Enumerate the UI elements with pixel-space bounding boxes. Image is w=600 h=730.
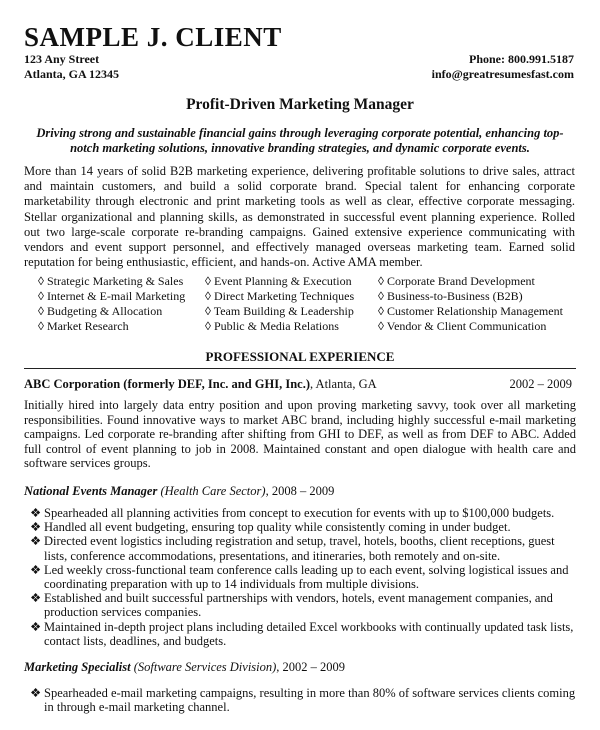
skill-item: ◊ Strategic Marketing & Sales <box>38 274 184 288</box>
role-division: (Health Care Sector) <box>157 484 266 498</box>
role-title: Marketing Specialist <box>24 660 131 674</box>
skill-item: ◊ Vendor & Client Communication <box>378 319 547 333</box>
skill-item: ◊ Business-to-Business (B2B) <box>378 289 523 303</box>
role-heading <box>24 484 334 499</box>
section-heading-experience: PROFESSIONAL EXPERIENCE <box>205 349 395 364</box>
role-heading <box>24 660 345 675</box>
skill-item: ◊ Market Research <box>38 319 129 333</box>
list-item: ❖ Handled all event budgeting, ensuring top quality while consistently coming in under budget. <box>30 520 511 535</box>
skills-column-2 <box>205 274 354 334</box>
skills-column-1 <box>38 274 185 334</box>
role-achievements-list <box>30 506 578 648</box>
skill-item: ◊ Corporate Brand Development <box>378 274 535 288</box>
company-location: , Atlanta, GA <box>310 377 377 391</box>
resume-title: Profit-Driven Marketing Manager <box>186 96 414 113</box>
list-item: ❖ Directed event logistics including registration and setup, travel, hotels, booths, client receptions, guest lists, conference accommodations, presentations, and itineraries, both remotely and on-site. <box>30 534 555 563</box>
city-state-zip: Atlanta, GA 12345 <box>24 67 120 81</box>
tagline: Driving strong and sustainable financial gains through leveraging corporate potential, enhancing top-notch marketing solutions, innovative branding strategies, and dynamic corporate events. <box>36 126 564 155</box>
address-block <box>24 52 119 82</box>
summary-paragraph: More than 14 years of solid B2B marketing experience, delivering profitable solutions to drive sales, attract and maintain customers, and build a solid corporate brand. Special talent for enhancing corporate marketability through electronic and print marketing tools as well as clear, effective corporate messaging. Stellar organizational and planning skills, as demonstrated in successful event planning experience. Rolled out two large-scale corporate re-branding campaigns. Gained extensive experience communicating with vendors and event support personnel, and effectively managed overseas marketing team. Earned solid reputation for being enthusiastic, efficient, and hands-on. Active AMA member. <box>24 164 575 270</box>
company-name: ABC Corporation (formerly DEF, Inc. and GHI, Inc.) <box>24 377 310 391</box>
list-item: ❖ Spearheaded all planning activities from concept to execution for events with up to $100,000 budgets. <box>30 506 555 520</box>
company-description: Initially hired into largely data entry position and upon proving marketing savvy, took over all marketing responsibilities. Found innovative ways to market ABC brand, including highly successful e-mail marketing campaigns. Led corporate re-branding after shifting from GHI to DEF, as well as from DEF to ABC. Added full control of event planning to job in 2008. Maintained constant and open dialogue with health care and software services groups. <box>24 398 576 470</box>
list-item: ❖ Established and built successful partnerships with vendors, hotels, event management companies, and production services companies. <box>30 591 553 620</box>
skills-column-3 <box>378 274 563 334</box>
section-divider <box>24 368 576 369</box>
role-title: National Events Manager <box>24 484 158 498</box>
skill-item: ◊ Budgeting & Allocation <box>38 304 163 318</box>
skill-item: ◊ Team Building & Leadership <box>205 304 354 318</box>
role-achievements-list <box>30 686 578 714</box>
skill-item: ◊ Event Planning & Execution <box>205 274 352 288</box>
company-dates: 2002 – 2009 <box>509 377 572 391</box>
role-dates: , 2008 – 2009 <box>265 484 335 498</box>
phone-number: Phone: 800.991.5187 <box>469 52 574 66</box>
street-address: 123 Any Street <box>24 52 100 66</box>
company-line <box>24 377 377 392</box>
role-dates: , 2002 – 2009 <box>276 660 346 674</box>
skill-item: ◊ Internet & E-mail Marketing <box>38 289 186 303</box>
email-address: info@greatresumesfast.com <box>431 67 574 81</box>
list-item: ❖ Spearheaded e-mail marketing campaigns, resulting in more than 80% of software services clients coming in through e-mail marketing channel. <box>30 686 576 715</box>
candidate-name: SAMPLE J. CLIENT <box>24 22 282 52</box>
skill-item: ◊ Public & Media Relations <box>205 319 339 333</box>
skill-item: ◊ Customer Relationship Management <box>378 304 563 318</box>
list-item: ❖ Led weekly cross-functional team conference calls leading up to each event, solving logistical issues and coordinating preparation with up to 14 individuals from multiple divisions. <box>30 562 569 592</box>
list-item: ❖ Maintained in-depth project plans including detailed Excel workbooks with continually updated task lists, contact lists, deadlines, and budgets. <box>30 619 574 648</box>
contact-block <box>432 52 574 82</box>
role-division: (Software Services Division) <box>130 660 277 674</box>
skill-item: ◊ Direct Marketing Techniques <box>205 289 355 303</box>
